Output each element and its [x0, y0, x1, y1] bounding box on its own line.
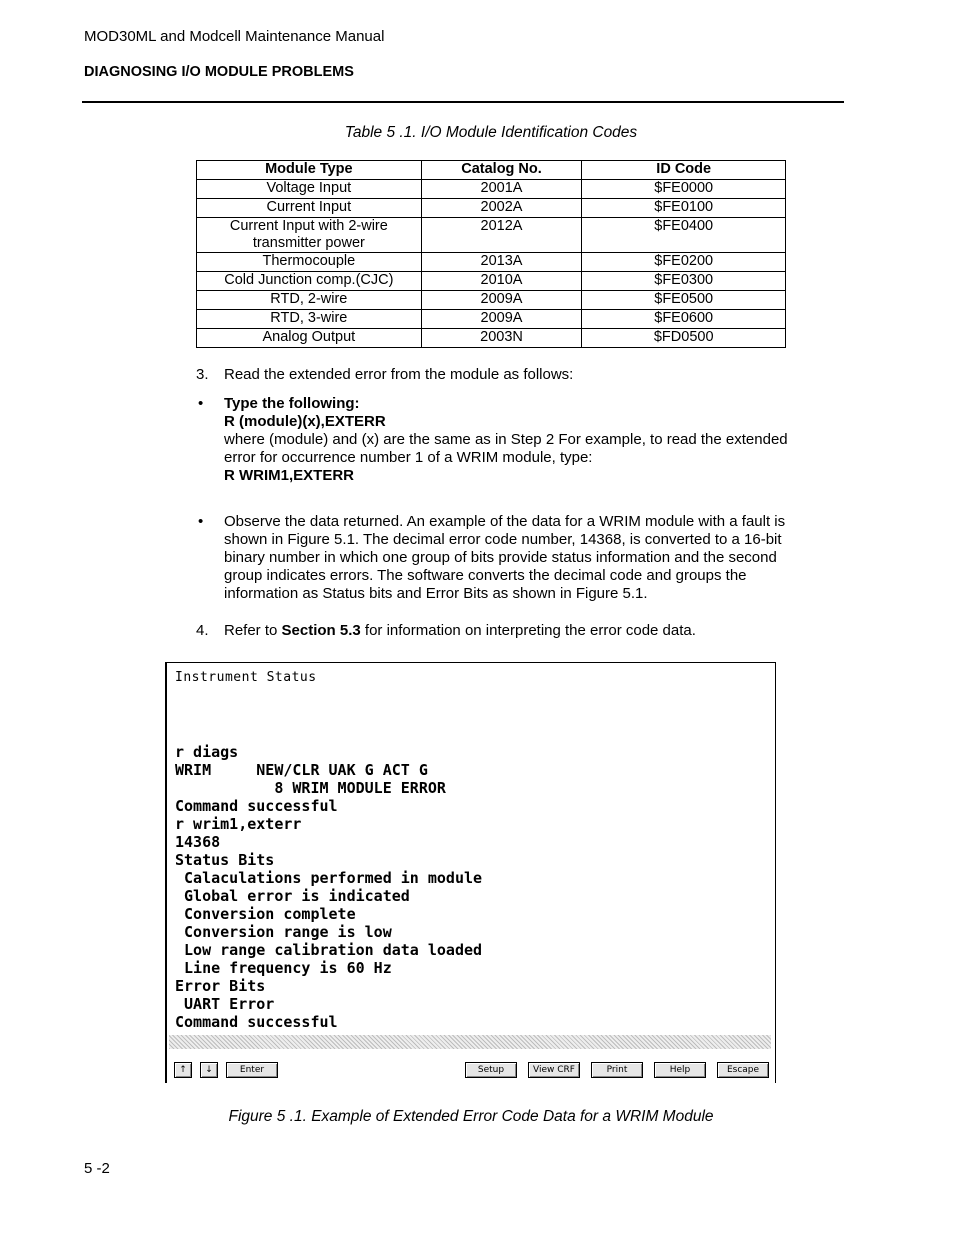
cell-module-type: Current Input with 2-wire transmitter power — [197, 218, 422, 253]
step-3-text: Read the extended error from the module as follows: — [224, 366, 574, 383]
terminal-line: r wrim1,exterr — [175, 815, 302, 833]
step-4-pre: Refer to — [224, 622, 282, 639]
cell-catalog-no: 2012A — [421, 218, 582, 253]
setup-button[interactable]: Setup — [465, 1062, 517, 1078]
table-row — [197, 253, 786, 272]
step-4-number: 4. — [196, 622, 209, 639]
table-row — [197, 291, 786, 310]
button-bar — [167, 1059, 773, 1081]
terminal-line: UART Error — [175, 995, 275, 1013]
view-crf-button[interactable]: View CRF — [528, 1062, 580, 1078]
table-caption: Table 5 .1. I/O Module Identification Codes — [344, 124, 638, 141]
header-rule — [82, 101, 844, 103]
module-id-table — [196, 160, 786, 348]
print-button[interactable]: Print — [591, 1062, 643, 1078]
terminal-line: 14368 — [175, 833, 221, 851]
instrument-status-screenshot — [165, 662, 776, 1083]
figure-caption: Figure 5 .1. Example of Extended Error Code Data for a WRIM Module — [228, 1108, 714, 1125]
bullet-example-command: R WRIM1,EXTERR — [224, 467, 355, 484]
bullet-dot-icon: • — [198, 513, 204, 530]
cell-id-code: $FD0500 — [582, 329, 786, 348]
terminal-line: Calaculations performed in module — [175, 869, 483, 887]
escape-button[interactable]: Escape — [717, 1062, 769, 1078]
bullet-dot-icon: • — [198, 395, 204, 412]
cell-module-type: Thermocouple — [197, 253, 422, 272]
cell-id-code: $FE0600 — [582, 310, 786, 329]
col-header-catalog-no: Catalog No. — [421, 161, 582, 180]
cell-catalog-no: 2002A — [421, 199, 582, 218]
col-header-id-code: ID Code — [582, 161, 786, 180]
table-row — [197, 218, 786, 253]
terminal-line: Command successful — [175, 1013, 338, 1031]
terminal-line: Error Bits — [175, 977, 266, 995]
cell-catalog-no: 2009A — [421, 310, 582, 329]
step-3 — [196, 366, 816, 384]
bullet-heading: Type the following: — [224, 395, 360, 412]
cell-id-code: $FE0400 — [582, 218, 786, 253]
page-number: 5 -2 — [84, 1160, 110, 1177]
cell-catalog-no: 2003N — [421, 329, 582, 348]
table-row — [197, 199, 786, 218]
table-row — [197, 180, 786, 199]
terminal-line: r diags — [175, 743, 239, 761]
cell-catalog-no: 2009A — [421, 291, 582, 310]
cell-id-code: $FE0100 — [582, 199, 786, 218]
table-header-row — [197, 161, 786, 180]
terminal-line: Command successful — [175, 797, 338, 815]
cell-catalog-no: 2013A — [421, 253, 582, 272]
step-4-post: for information on interpreting the error code data. — [360, 622, 696, 639]
table-row — [197, 310, 786, 329]
terminal-line: WRIM NEW/CLR UAK G ACT G — [175, 761, 428, 779]
bullet-explanation: where (module) and (x) are the same as in Step 2 For example, to read the extended error for occurrence number 1 of a WRIM module, type: — [224, 431, 788, 466]
cell-id-code: $FE0000 — [582, 180, 786, 199]
cell-module-type: Current Input — [197, 199, 422, 218]
cell-id-code: $FE0200 — [582, 253, 786, 272]
cell-catalog-no: 2010A — [421, 272, 582, 291]
scroll-up-button[interactable]: ↑ — [174, 1062, 192, 1078]
scroll-area-hatch[interactable] — [169, 1035, 771, 1049]
screen-title: Instrument Status — [175, 670, 317, 685]
enter-button[interactable]: Enter — [226, 1062, 278, 1078]
section-title: DIAGNOSING I/O MODULE PROBLEMS — [84, 64, 354, 80]
cell-id-code: $FE0300 — [582, 272, 786, 291]
cell-module-type: RTD, 2-wire — [197, 291, 422, 310]
cell-module-type: Cold Junction comp.(CJC) — [197, 272, 422, 291]
manual-title: MOD30ML and Modcell Maintenance Manual — [84, 28, 385, 45]
terminal-line: Status Bits — [175, 851, 275, 869]
bullet-observe — [196, 513, 816, 603]
scroll-down-button[interactable]: ↓ — [200, 1062, 218, 1078]
terminal-line: Conversion range is low — [175, 923, 392, 941]
cell-module-type: Voltage Input — [197, 180, 422, 199]
step-3-number: 3. — [196, 366, 209, 383]
terminal-line: Conversion complete — [175, 905, 356, 923]
cell-module-type: RTD, 3-wire — [197, 310, 422, 329]
terminal-line: Low range calibration data loaded — [175, 941, 483, 959]
bullet-observe-text: Observe the data returned. An example of the data for a WRIM module with a fault is shown in Figure 5.1. The decimal error code number, 14368, is converted to a 16-bit binary number in which one group of bits provide status information and the second group indicates errors. The software converts the decimal code and groups the information as Status bits and Error Bits as shown in Figure 5.1. — [224, 513, 786, 602]
bullet-command: R (module)(x),EXTERR — [224, 413, 386, 430]
bullet-type-following — [196, 395, 816, 485]
col-header-module-type: Module Type — [197, 161, 422, 180]
table-row — [197, 272, 786, 291]
help-button[interactable]: Help — [654, 1062, 706, 1078]
terminal-line: Line frequency is 60 Hz — [175, 959, 392, 977]
terminal-line: Global error is indicated — [175, 887, 410, 905]
cell-module-type: Analog Output — [197, 329, 422, 348]
terminal-output — [175, 743, 482, 1031]
cell-catalog-no: 2001A — [421, 180, 582, 199]
terminal-line: 8 WRIM MODULE ERROR — [175, 779, 446, 797]
step-4 — [196, 622, 816, 640]
table-row — [197, 329, 786, 348]
section-reference: Section 5.3 — [281, 622, 361, 639]
cell-id-code: $FE0500 — [582, 291, 786, 310]
